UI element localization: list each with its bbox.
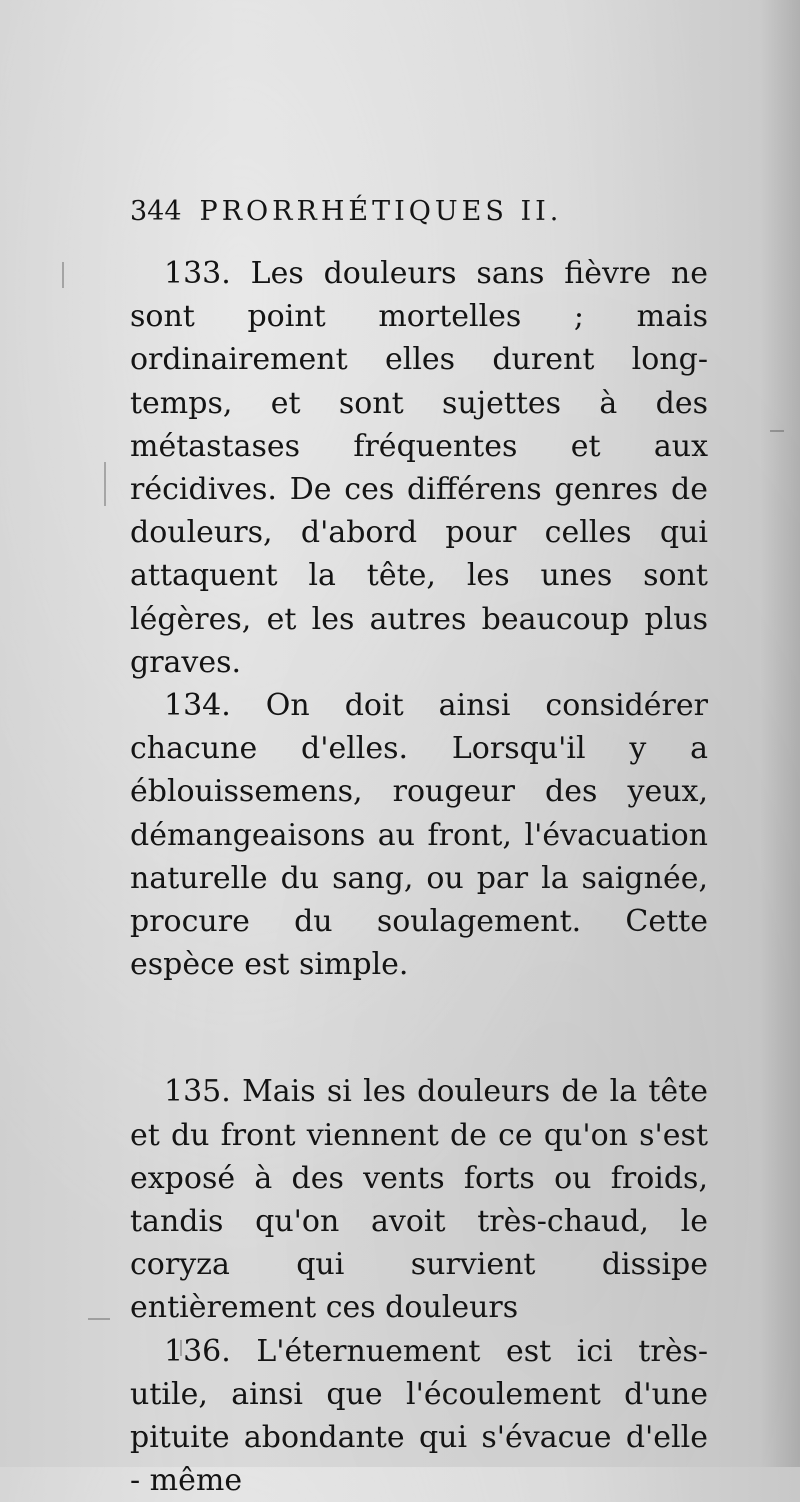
- paragraph-text: L'éternuement est ici très-utile, ainsi que l'écoulement d'une pituite abondante qui s'évacue d'elle - même: [130, 1333, 708, 1499]
- page-edge-shadow: [760, 0, 800, 1467]
- paragraph-134: [130, 684, 708, 986]
- paragraph-gap: [130, 986, 708, 1070]
- paragraph-133: [130, 252, 708, 684]
- paper-mark: [770, 430, 784, 432]
- paper-mark: [104, 462, 106, 506]
- running-title: PRORRHÉTIQUES II.: [199, 196, 563, 227]
- paragraph-number: 134.: [164, 688, 231, 724]
- text-block: [130, 196, 708, 1502]
- paragraph-135: [130, 1070, 708, 1329]
- paragraph-number: 133.: [164, 256, 231, 291]
- paragraph-text: Les douleurs sans fièvre ne sont point mortelles ; mais ordinairement elles durent long-temps, et sont sujettes à des métastases fréquentes et aux récidives. De ces différens genres de douleurs, d'abord pour celles qui attaquent la tête, les unes sont légères, et les autres beaucoup plus graves.: [130, 256, 708, 680]
- paragraph-136: [130, 1330, 708, 1502]
- paragraph-number: 135.: [164, 1074, 231, 1110]
- running-head: [130, 196, 708, 240]
- paragraph-number: 136.: [164, 1333, 231, 1369]
- paragraph-text: Mais si les douleurs de la tête et du front viennent de ce qu'on s'est exposé à des vents forts ou froids, tandis qu'on avoit très-chaud, le coryza qui survient dissipe entièrement ces douleurs: [130, 1074, 708, 1326]
- paper-mark: [88, 1318, 110, 1320]
- paper-mark: [62, 262, 64, 288]
- paragraph-text: On doit ainsi considérer chacune d'elles. Lorsqu'il y a éblouissemens, rougeur des yeux, démangeaisons au front, l'évacuation naturelle du sang, ou par la saignée, procure du soulagement. Cette espèce est simple.: [130, 688, 708, 983]
- page-number: 344: [130, 196, 182, 227]
